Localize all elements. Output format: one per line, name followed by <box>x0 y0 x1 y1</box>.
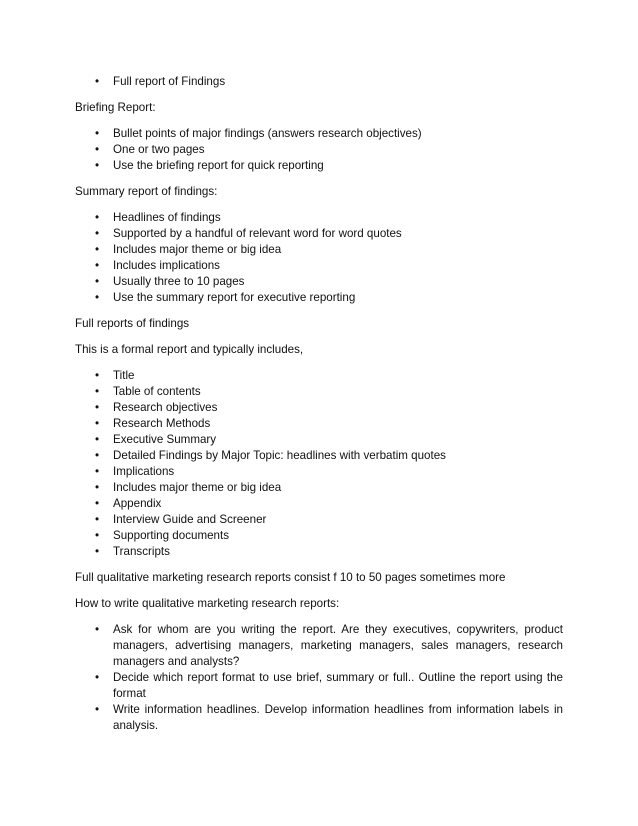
bullet-icon: • <box>94 671 100 684</box>
summary-heading: Summary report of findings: <box>75 185 218 198</box>
bullet-icon: • <box>94 259 100 272</box>
bullet-icon: • <box>94 385 100 398</box>
briefing-heading: Briefing Report: <box>75 101 156 114</box>
bullet-icon: • <box>94 127 100 140</box>
bullet-icon: • <box>94 465 100 478</box>
list-item: • Supporting documents <box>75 528 563 544</box>
howto-list <box>75 622 563 734</box>
top-list <box>75 74 563 90</box>
howto-heading: How to write qualitative marketing research reports: <box>75 597 340 610</box>
bullet-icon: • <box>94 401 100 414</box>
full-intro: This is a formal report and typically includes, <box>75 343 304 356</box>
bullet-icon: • <box>94 75 100 88</box>
list-item: • Research objectives <box>75 400 563 416</box>
list-item: • Research Methods <box>75 416 563 432</box>
bullet-icon: • <box>94 623 100 636</box>
bullet-icon: • <box>94 143 100 156</box>
list-item: • Use the briefing report for quick reporting <box>75 158 563 174</box>
document-body <box>75 74 563 734</box>
list-item: • Ask for whom are you writing the report. Are they executives, copywriters, product managers, advertising managers, marketing managers, sales managers, research managers and analysts? <box>75 622 563 670</box>
list-item: • Headlines of findings <box>75 210 563 226</box>
bullet-icon: • <box>94 529 100 542</box>
bullet-icon: • <box>94 275 100 288</box>
bullet-icon: • <box>94 497 100 510</box>
list-item: • Implications <box>75 464 563 480</box>
bullet-icon: • <box>94 159 100 172</box>
briefing-list <box>75 126 563 174</box>
bullet-icon: • <box>94 449 100 462</box>
list-item: • Includes major theme or big idea <box>75 242 563 258</box>
list-item: • Table of contents <box>75 384 563 400</box>
list-item: • Decide which report format to use brief, summary or full.. Outline the report using the format <box>75 670 563 702</box>
bullet-icon: • <box>94 433 100 446</box>
pages-note: Full qualitative marketing research reports consist f 10 to 50 pages sometimes more <box>75 571 506 584</box>
bullet-icon: • <box>94 545 100 558</box>
list-item: • Detailed Findings by Major Topic: headlines with verbatim quotes <box>75 448 563 464</box>
list-item: • Bullet points of major findings (answers research objectives) <box>75 126 563 142</box>
bullet-icon: • <box>94 369 100 382</box>
bullet-icon: • <box>94 211 100 224</box>
bullet-icon: • <box>94 417 100 430</box>
bullet-icon: • <box>94 243 100 256</box>
bullet-icon: • <box>94 703 100 716</box>
full-heading: Full reports of findings <box>75 317 190 330</box>
list-item: • Executive Summary <box>75 432 563 448</box>
list-item: • Title <box>75 368 563 384</box>
list-item: • Supported by a handful of relevant word for word quotes <box>75 226 563 242</box>
list-item: • Full report of Findings <box>75 74 563 90</box>
bullet-icon: • <box>94 513 100 526</box>
list-item: • Interview Guide and Screener <box>75 512 563 528</box>
list-item: • Write information headlines. Develop information headlines from information labels in analysis. <box>75 702 563 734</box>
list-item: • Use the summary report for executive reporting <box>75 290 563 306</box>
list-item: • Transcripts <box>75 544 563 560</box>
full-report-list <box>75 368 563 560</box>
summary-list <box>75 210 563 306</box>
list-item: • Appendix <box>75 496 563 512</box>
bullet-icon: • <box>94 227 100 240</box>
bullet-icon: • <box>94 291 100 304</box>
list-item: • One or two pages <box>75 142 563 158</box>
list-item: • Includes major theme or big idea <box>75 480 563 496</box>
list-item: • Includes implications <box>75 258 563 274</box>
list-item: • Usually three to 10 pages <box>75 274 563 290</box>
bullet-icon: • <box>94 481 100 494</box>
